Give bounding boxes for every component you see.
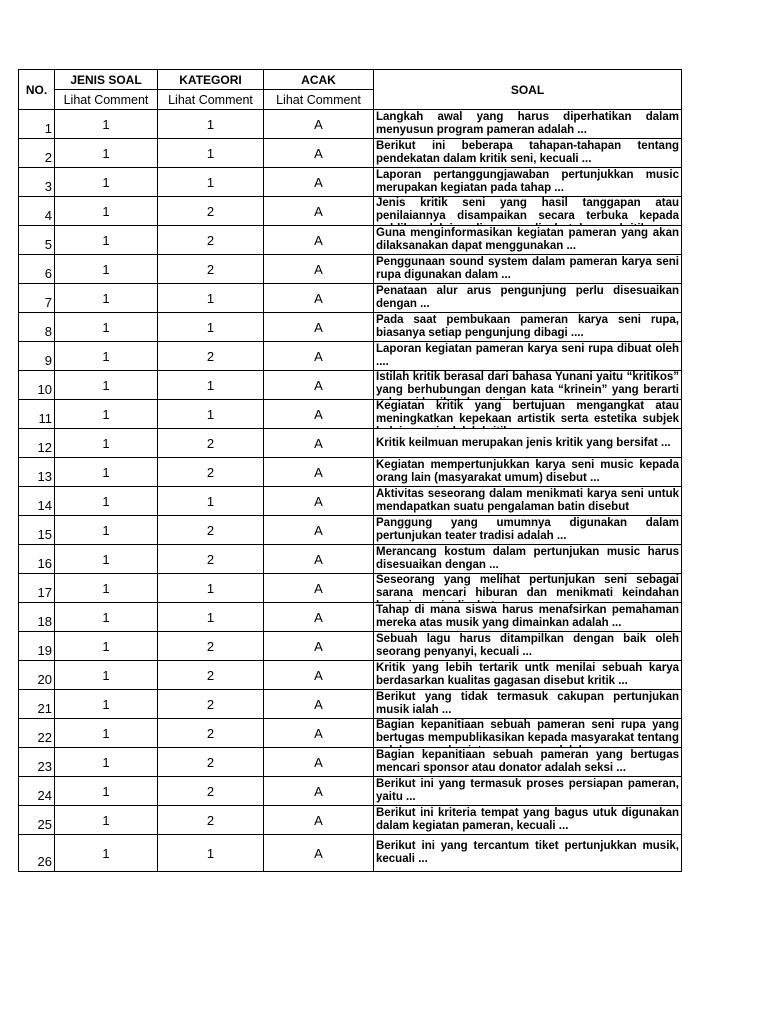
soal-cell xyxy=(374,371,682,400)
jenis-soal-cell: 1 xyxy=(55,835,158,872)
kategori-cell: 1 xyxy=(158,168,264,197)
table-row xyxy=(19,255,682,284)
jenis-soal-cell: 1 xyxy=(55,139,158,168)
soal-text: Penataan alur arus pengunjung perlu disesuaikan dengan ... xyxy=(376,285,679,310)
jenis-soal-cell: 1 xyxy=(55,429,158,458)
kategori-cell: 2 xyxy=(158,661,264,690)
row-number: 4 xyxy=(19,197,55,226)
soal-text: Laporan pertanggungjawaban pertunjukkan music merupakan kegiatan pada tahap ... xyxy=(376,169,679,194)
acak-cell: A xyxy=(264,545,374,574)
table-row xyxy=(19,719,682,748)
acak-cell: A xyxy=(264,603,374,632)
kategori-cell: 1 xyxy=(158,284,264,313)
soal-cell xyxy=(374,168,682,197)
subheader-kategori: Lihat Comment xyxy=(158,90,264,110)
kategori-cell: 1 xyxy=(158,313,264,342)
soal-cell xyxy=(374,226,682,255)
soal-text: Panggung yang umumnya digunakan dalam pertunjukan teater tradisi adalah ... xyxy=(376,517,679,542)
soal-text: Kritik yang lebih tertarik untk menilai sebuah karya berdasarkan kualitas gagasan disebut kritik ... xyxy=(376,662,679,687)
row-number: 15 xyxy=(19,516,55,545)
header-jenis-soal: JENIS SOAL xyxy=(55,70,158,90)
kategori-cell: 1 xyxy=(158,603,264,632)
soal-cell xyxy=(374,719,682,748)
jenis-soal-cell: 1 xyxy=(55,516,158,545)
kategori-cell: 2 xyxy=(158,777,264,806)
soal-text: Pada saat pembukaan pameran karya seni rupa, biasanya setiap pengunjung dibagi .... xyxy=(376,314,679,339)
table-row xyxy=(19,313,682,342)
jenis-soal-cell: 1 xyxy=(55,661,158,690)
row-number: 7 xyxy=(19,284,55,313)
soal-cell xyxy=(374,429,682,458)
acak-cell: A xyxy=(264,690,374,719)
soal-cell xyxy=(374,835,682,872)
header-kategori: KATEGORI xyxy=(158,70,264,90)
soal-cell xyxy=(374,574,682,603)
table-row xyxy=(19,284,682,313)
soal-cell xyxy=(374,748,682,777)
soal-text: Aktivitas seseorang dalam menikmati karya seni untuk mendapatkan suatu pengalaman batin disebut xyxy=(376,488,679,513)
jenis-soal-cell: 1 xyxy=(55,603,158,632)
soal-text: Tahap di mana siswa harus menafsirkan pemahaman mereka atas musik yang dimainkan adalah ... xyxy=(376,604,679,629)
acak-cell: A xyxy=(264,487,374,516)
table-row xyxy=(19,545,682,574)
kategori-cell: 2 xyxy=(158,632,264,661)
soal-text: Seseorang yang melihat pertunjukan seni sebagai sarana mencari hiburan dan menikmati keindahan xyxy=(376,574,679,599)
jenis-soal-cell: 1 xyxy=(55,487,158,516)
acak-cell: A xyxy=(264,371,374,400)
acak-cell: A xyxy=(264,284,374,313)
jenis-soal-cell: 1 xyxy=(55,806,158,835)
soal-text: Istilah kritik berasal dari bahasa Yunani yaitu “kritikos” yang berhubungan dengan kata “krinein” yang berarti xyxy=(376,371,679,396)
jenis-soal-cell: 1 xyxy=(55,255,158,284)
question-table xyxy=(18,69,682,872)
table-row xyxy=(19,690,682,719)
soal-cell xyxy=(374,632,682,661)
kategori-cell: 2 xyxy=(158,255,264,284)
soal-text: Berikut yang tidak termasuk cakupan pertunjukan musik ialah ... xyxy=(376,691,679,716)
kategori-cell: 2 xyxy=(158,458,264,487)
acak-cell: A xyxy=(264,255,374,284)
kategori-cell: 1 xyxy=(158,487,264,516)
row-number: 14 xyxy=(19,487,55,516)
soal-text: Guna menginformasikan kegiatan pameran yang akan dilaksanakan dapat menggunakan ... xyxy=(376,227,679,252)
table-row xyxy=(19,748,682,777)
table-row xyxy=(19,603,682,632)
kategori-cell: 1 xyxy=(158,574,264,603)
acak-cell: A xyxy=(264,139,374,168)
soal-cell xyxy=(374,139,682,168)
kategori-cell: 1 xyxy=(158,139,264,168)
kategori-cell: 2 xyxy=(158,748,264,777)
kategori-cell: 1 xyxy=(158,835,264,872)
acak-cell: A xyxy=(264,719,374,748)
soal-cell xyxy=(374,661,682,690)
soal-cell xyxy=(374,777,682,806)
acak-cell: A xyxy=(264,806,374,835)
kategori-cell: 2 xyxy=(158,545,264,574)
soal-text: Kegiatan kritik yang bertujuan mengangkat atau meningkatkan kepekaan artistik serta estetika subjek xyxy=(376,400,679,425)
subheader-acak: Lihat Comment xyxy=(264,90,374,110)
subheader-jenis-soal: Lihat Comment xyxy=(55,90,158,110)
row-number: 1 xyxy=(19,110,55,139)
soal-text: Merancang kostum dalam pertunjukan music harus disesuaikan dengan ... xyxy=(376,546,679,571)
kategori-cell: 1 xyxy=(158,110,264,139)
soal-text: Bagian kepanitiaan sebuah pameran yang bertugas mencari sponsor atau donator adalah seksi ... xyxy=(376,749,679,774)
table-row xyxy=(19,429,682,458)
acak-cell: A xyxy=(264,400,374,429)
acak-cell: A xyxy=(264,458,374,487)
soal-cell xyxy=(374,110,682,139)
row-number: 16 xyxy=(19,545,55,574)
jenis-soal-cell: 1 xyxy=(55,342,158,371)
soal-cell xyxy=(374,197,682,226)
soal-cell xyxy=(374,284,682,313)
acak-cell: A xyxy=(264,168,374,197)
soal-cell xyxy=(374,603,682,632)
soal-text: Sebuah lagu harus ditampilkan dengan baik oleh seorang penyanyi, kecuali ... xyxy=(376,633,679,658)
row-number: 26 xyxy=(19,835,55,872)
row-number: 19 xyxy=(19,632,55,661)
kategori-cell: 2 xyxy=(158,342,264,371)
row-number: 25 xyxy=(19,806,55,835)
header-acak: ACAK xyxy=(264,70,374,90)
jenis-soal-cell: 1 xyxy=(55,313,158,342)
soal-cell xyxy=(374,400,682,429)
soal-cell xyxy=(374,487,682,516)
header-no: NO. xyxy=(19,70,55,110)
soal-cell xyxy=(374,545,682,574)
kategori-cell: 2 xyxy=(158,429,264,458)
kategori-cell: 2 xyxy=(158,516,264,545)
row-number: 9 xyxy=(19,342,55,371)
table-row xyxy=(19,226,682,255)
row-number: 5 xyxy=(19,226,55,255)
row-number: 24 xyxy=(19,777,55,806)
soal-text: Kegiatan mempertunjukkan karya seni music kepada orang lain (masyarakat umum) disebut ... xyxy=(376,459,679,484)
jenis-soal-cell: 1 xyxy=(55,632,158,661)
acak-cell: A xyxy=(264,197,374,226)
jenis-soal-cell: 1 xyxy=(55,168,158,197)
soal-text: Berikut ini beberapa tahapan-tahapan tentang pendekatan dalam kritik seni, kecuali ... xyxy=(376,140,679,165)
jenis-soal-cell: 1 xyxy=(55,371,158,400)
jenis-soal-cell: 1 xyxy=(55,197,158,226)
acak-cell: A xyxy=(264,313,374,342)
jenis-soal-cell: 1 xyxy=(55,284,158,313)
row-number: 2 xyxy=(19,139,55,168)
soal-text: Berikut ini yang termasuk proses persiapan pameran, yaitu ... xyxy=(376,778,679,803)
jenis-soal-cell: 1 xyxy=(55,226,158,255)
acak-cell: A xyxy=(264,835,374,872)
row-number: 17 xyxy=(19,574,55,603)
soal-text: Bagian kepanitiaan sebuah pameran seni rupa yang bertugas mempublikasikan kepada masyarakat tentang xyxy=(376,719,679,744)
kategori-cell: 2 xyxy=(158,226,264,255)
soal-text: Laporan kegiatan pameran karya seni rupa dibuat oleh .... xyxy=(376,343,679,368)
table-row xyxy=(19,516,682,545)
acak-cell: A xyxy=(264,110,374,139)
jenis-soal-cell: 1 xyxy=(55,458,158,487)
soal-text: Jenis kritik seni yang hasil tanggapan atau penilaiannya disampaikan secara terbuka kepada xyxy=(376,197,679,222)
table-row xyxy=(19,168,682,197)
table-row xyxy=(19,777,682,806)
table-row xyxy=(19,458,682,487)
acak-cell: A xyxy=(264,516,374,545)
jenis-soal-cell: 1 xyxy=(55,400,158,429)
row-number: 13 xyxy=(19,458,55,487)
soal-text: Kritik keilmuan merupakan jenis kritik yang bersifat ... xyxy=(376,436,671,449)
table-row xyxy=(19,661,682,690)
table-row xyxy=(19,400,682,429)
jenis-soal-cell: 1 xyxy=(55,719,158,748)
row-number: 23 xyxy=(19,748,55,777)
row-number: 20 xyxy=(19,661,55,690)
kategori-cell: 2 xyxy=(158,197,264,226)
row-number: 18 xyxy=(19,603,55,632)
row-number: 6 xyxy=(19,255,55,284)
table-row xyxy=(19,342,682,371)
jenis-soal-cell: 1 xyxy=(55,545,158,574)
row-number: 8 xyxy=(19,313,55,342)
soal-text: Langkah awal yang harus diperhatikan dalam menyusun program pameran adalah ... xyxy=(376,111,679,136)
acak-cell: A xyxy=(264,226,374,255)
soal-cell xyxy=(374,690,682,719)
soal-cell xyxy=(374,516,682,545)
kategori-cell: 1 xyxy=(158,371,264,400)
soal-text: Berikut ini kriteria tempat yang bagus utuk digunakan dalam kegiatan pameran, kecuali ... xyxy=(376,807,679,832)
jenis-soal-cell: 1 xyxy=(55,748,158,777)
table-row xyxy=(19,197,682,226)
acak-cell: A xyxy=(264,748,374,777)
row-number: 22 xyxy=(19,719,55,748)
jenis-soal-cell: 1 xyxy=(55,777,158,806)
table-row xyxy=(19,574,682,603)
acak-cell: A xyxy=(264,661,374,690)
acak-cell: A xyxy=(264,429,374,458)
acak-cell: A xyxy=(264,342,374,371)
row-number: 11 xyxy=(19,400,55,429)
table-row xyxy=(19,139,682,168)
jenis-soal-cell: 1 xyxy=(55,690,158,719)
table-row xyxy=(19,110,682,139)
acak-cell: A xyxy=(264,632,374,661)
soal-cell xyxy=(374,342,682,371)
row-number: 10 xyxy=(19,371,55,400)
soal-text: Penggunaan sound system dalam pameran karya seni rupa digunakan dalam ... xyxy=(376,256,679,281)
soal-text: Berikut ini yang tercantum tiket pertunjukkan musik, kecuali ... xyxy=(376,840,679,865)
acak-cell: A xyxy=(264,777,374,806)
table-row xyxy=(19,806,682,835)
table-row xyxy=(19,487,682,516)
row-number: 3 xyxy=(19,168,55,197)
soal-cell xyxy=(374,255,682,284)
jenis-soal-cell: 1 xyxy=(55,574,158,603)
table-row xyxy=(19,632,682,661)
header-soal: SOAL xyxy=(374,70,682,110)
kategori-cell: 2 xyxy=(158,719,264,748)
kategori-cell: 2 xyxy=(158,690,264,719)
soal-cell xyxy=(374,806,682,835)
jenis-soal-cell: 1 xyxy=(55,110,158,139)
table-row xyxy=(19,835,682,872)
row-number: 21 xyxy=(19,690,55,719)
soal-cell xyxy=(374,458,682,487)
kategori-cell: 1 xyxy=(158,400,264,429)
soal-cell xyxy=(374,313,682,342)
row-number: 12 xyxy=(19,429,55,458)
kategori-cell: 2 xyxy=(158,806,264,835)
acak-cell: A xyxy=(264,574,374,603)
table-row xyxy=(19,371,682,400)
